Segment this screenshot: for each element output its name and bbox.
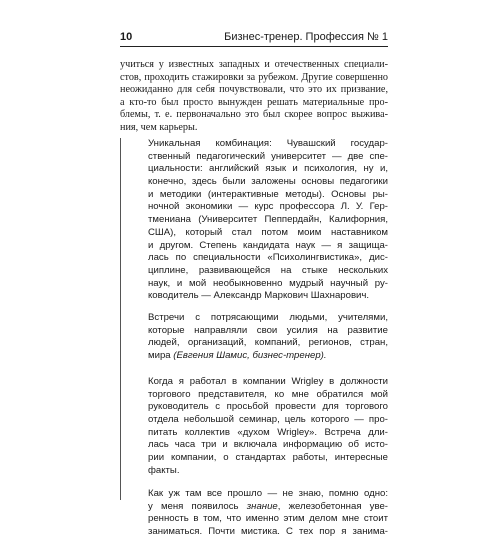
quote-line: Встречи с потрясающими людьми, учителями, [148,312,388,323]
quote-line: Как уж там все прошло — не знаю, помню одно: [148,488,388,499]
body-paragraph [120,59,388,135]
quote-line: отдела небольшой семинар, цель которого — про- [148,414,388,426]
quote-text: у меня появилось [148,500,247,512]
quote-line: торгового представителя, ко мне обратился мой [148,388,388,400]
body-line: неожиданно для себя почувствовали, что это их призвание, [120,84,388,96]
quote-line [148,350,388,363]
quote-line: циальности: английский язык и психология, ну и, [148,163,388,175]
quote-line: ководитель — Александр Маркович Шахнарович. [148,290,370,302]
running-head: Бизнес-тренер. Профессия № 1 [224,31,388,43]
quote-line: наук, и мой необыкновенно мудрый научный ру- [148,277,388,289]
quote-block [120,138,389,538]
quote-line: руководитель с просьбой провести для торгового [148,401,388,413]
quote-line: питать коллектив «духом Wrigley». Встреча дли- [148,426,388,438]
quote-line: Уникальная комбинация: Чувашский государ- [148,138,388,149]
quote-text: мира [148,350,174,362]
body-line: а кто-то был просто вынужден решать материальные про- [120,96,388,108]
quote-line: ренность в том, что именно этим делом мне стоит [148,513,388,525]
quote-line: ственный педагогический университет — две спе- [148,150,388,162]
quote-line: лась по специальности «Психолингвистика», дис- [148,252,388,264]
quote-line: факты. [148,464,180,476]
quote-line: и другом. Степень кандидата наук — я защища- [148,239,388,251]
body-line: учиться у известных западных и отечественных специали- [120,59,388,70]
body-line: блемы, т. е. первоначально это был скорее вопрос выжива- [120,109,388,121]
quote-line: ночной экономики — курс профессора Л. У. Гер- [148,201,388,213]
quote-line [148,501,388,514]
quote-paragraph-1 [148,138,388,303]
page-header [120,30,388,47]
quote-attribution: (Евгения Шамис, бизнес-тренер). [173,350,327,362]
quote-line: и методики (интерактивные методы). Основы ры- [148,188,388,200]
page-number: 10 [120,31,133,43]
body-line: ния, чем карьеры. [120,121,198,133]
quote-line: рии компании, о стандартах работы, интересные [148,452,388,464]
body-line: стов, проходить стажировки за рубежом. Другие совершенно [120,71,388,83]
quote-line: которые направляли свои усилия на развитие [148,324,388,336]
quote-paragraph-3 [148,376,388,478]
quote-emphasis: знание [246,500,278,512]
quote-paragraph-4 [148,488,388,539]
quote-line: циплине, развивающейся на стыке нескольких [148,264,388,276]
quote-line: людей, организаций, компаний, регионов, стран, [148,337,388,349]
quote-line: США), который стал потом моим наставником [148,226,388,238]
quote-line: заниматься. Почти мистика. С тех пор я занима- [148,526,388,538]
quote-line: конечно, здесь были заложены основы педагогики [148,176,388,188]
quote-text: , железобетонная уве- [277,500,388,512]
quote-line: лась часа три и включала информацию об исто- [148,439,388,451]
quote-line: тмениана (Университет Пеппердайн, Калифорния, [148,214,388,226]
quote-paragraph-2 [148,312,388,363]
quote-line: Когда я работал в компании Wrigley в должности [148,376,388,387]
